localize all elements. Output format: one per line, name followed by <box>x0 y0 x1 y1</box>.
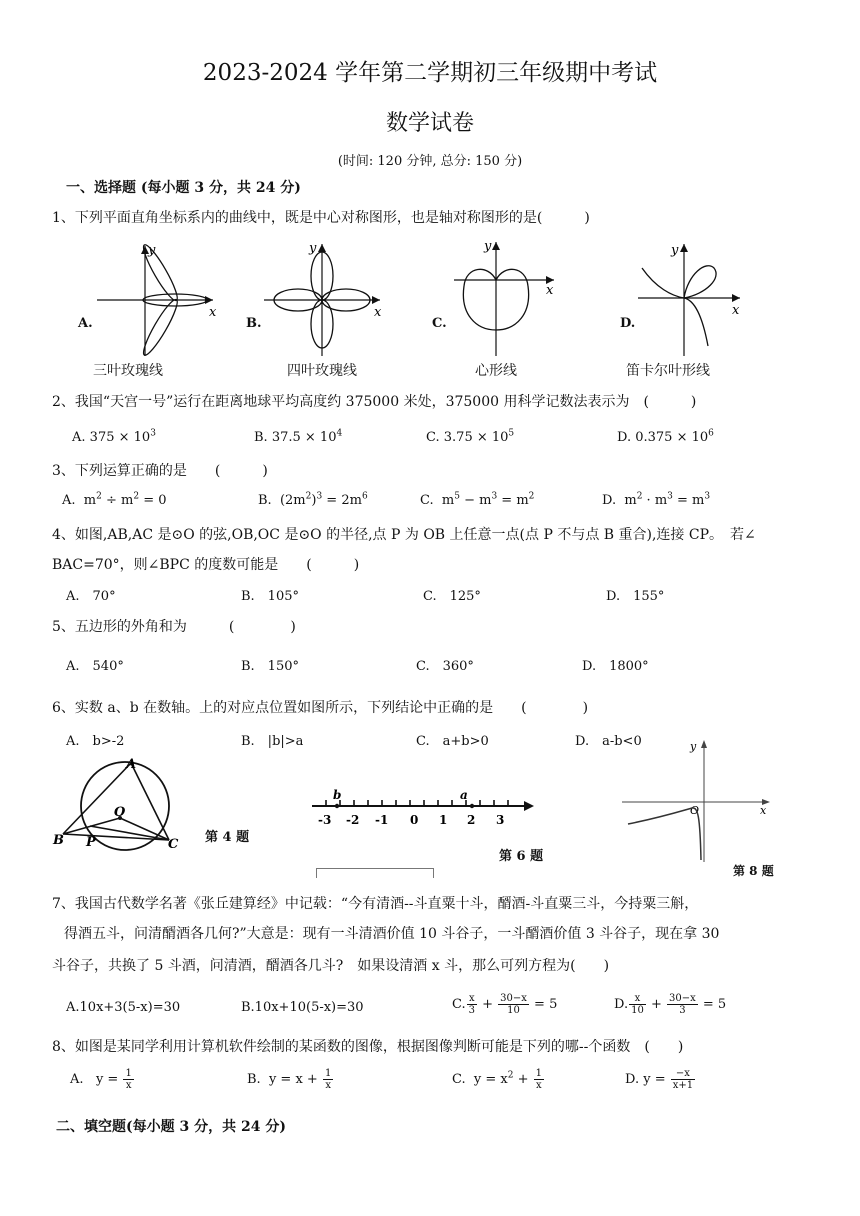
q7d-den1: 10 <box>631 1005 644 1016</box>
q8b-den: x <box>325 1080 331 1091</box>
exam-meta: (时间: 120 分钟, 总分: 150 分) <box>337 154 523 169</box>
q3b-e2: 3 <box>316 491 323 502</box>
divider-tick-left <box>316 868 317 878</box>
three-leaf-rose-graph <box>95 238 225 358</box>
q7d-num2: 30−x <box>669 993 696 1004</box>
exam-subtitle: 数学试卷 <box>385 111 474 136</box>
point-b-label: B <box>53 833 64 848</box>
q7-option-d[interactable] <box>614 993 726 1016</box>
q3-option-b[interactable] <box>258 493 368 508</box>
q3d-p1: m <box>624 493 637 508</box>
q7c-label: C. <box>452 997 466 1012</box>
q8d-den: x+1 <box>672 1080 694 1091</box>
point-a-marker: a <box>460 788 468 802</box>
q2-option-d-exp: 6 <box>708 428 714 439</box>
q3-option-b-label: B. <box>258 493 272 508</box>
q1d-y-label: y <box>671 243 679 258</box>
question-3-text: 3、下列运算正确的是 ( ) <box>52 463 268 479</box>
cardioid-graph <box>450 238 565 358</box>
q8b-label: B. <box>247 1072 261 1087</box>
q1-caption-a: 三叶玫瑰线 <box>93 363 163 379</box>
figure-6-label: 第 6 题 <box>499 849 544 864</box>
q3c-p3: = m <box>497 493 529 508</box>
q3-option-a-label: A. <box>62 493 76 508</box>
q1-option-d-label: D. <box>620 316 636 331</box>
q4-option-d[interactable]: D. 155° <box>606 589 665 604</box>
q5-option-b[interactable]: B. 150° <box>241 659 299 674</box>
q3d-e2: 3 <box>667 491 673 502</box>
tick-label-minus-2: -2 <box>346 813 360 827</box>
q8-x-label: x <box>760 804 767 817</box>
q3c-e3: 2 <box>528 491 535 502</box>
q4-option-c[interactable]: C. 125° <box>423 589 481 604</box>
q8c-num: 1 <box>535 1068 543 1079</box>
q7c-den2: 10 <box>507 1005 520 1016</box>
q8c-pre: y = x <box>473 1072 508 1087</box>
q7c-den1: 3 <box>468 1005 475 1016</box>
q1c-x-label: x <box>546 283 554 298</box>
q1b-y-label: y <box>309 241 317 256</box>
q5-option-a[interactable]: A. 540° <box>66 659 124 674</box>
q3a-e2: 2 <box>133 491 140 502</box>
q3b-p1: (2m <box>279 493 306 508</box>
q2-option-a-base: 375 × 10 <box>89 430 151 445</box>
q8c-label: C. <box>452 1072 466 1087</box>
q2-option-b-exp: 4 <box>336 428 343 439</box>
figure-8-label: 第 8 题 <box>733 864 774 878</box>
tick-label-0: 0 <box>410 813 419 827</box>
q7c-plus: + <box>478 997 498 1012</box>
tick-label-minus-3: -3 <box>318 813 332 827</box>
q1-caption-c: 心形线 <box>475 363 517 379</box>
question-7-line-3: 斗谷子，共换了 5 斗酒，问清酒，醑酒各几斗? 如果设清酒 x 斗，那么可列方程为( ) <box>52 958 610 974</box>
q8a-den: x <box>125 1080 132 1091</box>
q1-option-c-label: C. <box>432 316 447 331</box>
q3-option-c-label: C. <box>420 493 434 508</box>
q2-option-b-base: 37.5 × 10 <box>271 430 337 445</box>
q8-origin-label: O <box>690 804 700 817</box>
figure-8-function-graph <box>618 736 778 866</box>
q7d-label: D. <box>614 997 629 1012</box>
q3a-p1: m <box>83 493 97 508</box>
q8d-num: −x <box>671 1068 695 1080</box>
q1-option-a-label: A. <box>78 316 93 331</box>
point-b-marker: b <box>333 788 342 802</box>
question-7-line-2: 得酒五斗，问清醑酒各几何?”大意是：现有一斗清酒价值 10 斗谷子，一斗醑酒价值 3 斗谷子，现在拿 30 <box>64 926 720 942</box>
q7c-num1: x <box>467 993 477 1005</box>
q2-option-d[interactable] <box>617 430 714 445</box>
divider-tick-right <box>433 868 434 878</box>
q2-option-c[interactable] <box>426 430 514 445</box>
q8a-label: A. <box>70 1072 84 1087</box>
q6-option-d[interactable]: D. a-b<0 <box>575 734 642 749</box>
q8b-num: 1 <box>324 1068 332 1079</box>
q3d-p2: · m <box>642 493 668 508</box>
q8d-pre: y = <box>643 1072 670 1087</box>
q7d-plus: + <box>646 997 666 1012</box>
section-heading-fill-in: 二、填空题(每小题 3 分，共 24 分) <box>56 1119 286 1135</box>
q7d-num1: x <box>629 993 646 1005</box>
tick-label-minus-1: -1 <box>375 813 389 827</box>
q3b-e1: 2 <box>305 491 312 502</box>
q8-option-b[interactable] <box>247 1068 334 1091</box>
q2-option-c-label: C. <box>426 430 440 445</box>
q3d-e3: 3 <box>704 491 711 502</box>
q2-option-a-label: A. <box>72 430 86 445</box>
q1-option-b-label: B. <box>246 316 262 331</box>
q7d-den2: 3 <box>679 1005 686 1016</box>
question-7-line-1: 7、我国古代数学名著《张丘建算经》中记载：“今有清酒--斗直粟十斗，醑酒-斗直粟三斗，今持粟三斛， <box>52 896 699 912</box>
q8a-num: 1 <box>125 1068 132 1079</box>
figure-4-circle <box>50 756 200 856</box>
q7c-num2: 30−x <box>500 993 527 1004</box>
q3-option-d[interactable] <box>602 493 710 508</box>
four-leaf-rose-graph <box>262 238 390 358</box>
figure-6-number-line <box>306 786 536 830</box>
q5-option-d[interactable]: D. 1800° <box>582 659 649 674</box>
tick-label-3: 3 <box>496 813 505 827</box>
point-c-label: C <box>168 837 179 852</box>
q7-option-c[interactable] <box>452 993 557 1016</box>
question-8-text: 8、如图是某同学利用计算机软件绘制的某函数的图像，根据图像判断可能是下列的哪--个函数 ( ) <box>52 1039 684 1055</box>
q3c-p2: − m <box>459 493 492 508</box>
q3-option-a[interactable] <box>62 493 167 508</box>
q8c-mid: + <box>513 1072 533 1087</box>
q8b-pre: y = x + <box>268 1072 322 1087</box>
q2-option-d-label: D. <box>617 430 632 445</box>
q3a-p3: = 0 <box>139 493 167 508</box>
q3c-e2: 3 <box>491 491 498 502</box>
q2-option-a-exp: 3 <box>150 428 156 439</box>
q2-option-b[interactable] <box>254 430 342 445</box>
q4-option-a[interactable]: A. 70° <box>66 589 116 604</box>
q2-option-d-base: 0.375 × 10 <box>635 430 709 445</box>
q1a-y-label: y <box>148 243 156 258</box>
q3b-p2: ) <box>311 493 317 508</box>
divider-line <box>316 868 434 869</box>
q2-option-c-base: 3.75 × 10 <box>443 430 509 445</box>
q8-option-a[interactable] <box>70 1068 135 1091</box>
folium-of-descartes-graph <box>636 238 746 358</box>
q8-option-d[interactable] <box>625 1068 696 1091</box>
q2-option-b-label: B. <box>254 430 268 445</box>
q6-option-a[interactable]: A. b>-2 <box>66 734 125 749</box>
q8-y-label: y <box>690 740 697 753</box>
q8-option-c[interactable] <box>452 1068 545 1091</box>
q1b-x-label: x <box>374 305 382 320</box>
q5-option-c[interactable]: C. 360° <box>416 659 474 674</box>
point-a-label: A <box>126 757 137 772</box>
question-1-text: 1、下列平面直角坐标系内的曲线中，既是中心对称图形，也是轴对称图形的是( ) <box>52 210 590 226</box>
q3b-p3: = 2m <box>322 493 362 508</box>
q4-option-b[interactable]: B. 105° <box>241 589 299 604</box>
section-heading-choice: 一、选择题 (每小题 3 分，共 24 分) <box>66 180 301 196</box>
question-4-line-2: BAC=70°，则∠BPC 的度数可能是 ( ) <box>52 557 360 573</box>
q1c-y-label: y <box>484 239 492 254</box>
q8d-label: D. <box>625 1072 640 1087</box>
q3b-e3: 6 <box>361 491 368 502</box>
q7d-eq: = 5 <box>698 997 727 1012</box>
point-o-label: O <box>114 805 126 820</box>
question-5-text: 5、五边形的外角和为 ( ) <box>52 619 296 635</box>
tick-label-1: 1 <box>439 813 448 827</box>
q8c-sup: 2 <box>507 1070 514 1081</box>
q3d-e1: 2 <box>636 491 643 502</box>
q1a-x-label: x <box>209 305 217 320</box>
q8a-pre: y = <box>95 1072 123 1087</box>
q6-option-c[interactable]: C. a+b>0 <box>416 734 489 749</box>
question-6-text: 6、实数 a、b 在数轴。上的对应点位置如图所示，下列结论中正确的是 ( ) <box>52 700 589 716</box>
q7-option-a[interactable]: A.10x+3(5-x)=30 <box>66 1000 181 1015</box>
q2-option-c-exp: 5 <box>508 428 515 439</box>
exam-title: 2023-2024 学年第二学期初三年级期中考试 <box>202 60 658 86</box>
question-4-line-1: 4、如图,AB,AC 是⊙O 的弦,OB,OC 是⊙O 的半径,点 P 为 OB 上任意一点(点 P 不与点 B 重合),连接 CP。 若∠ <box>52 527 756 543</box>
q7c-eq: = 5 <box>529 997 558 1012</box>
q3c-e1: 5 <box>454 491 460 502</box>
q3c-p1: m <box>441 493 455 508</box>
q1-caption-b: 四叶玫瑰线 <box>287 363 357 379</box>
q3-option-d-label: D. <box>602 493 617 508</box>
q3-option-c[interactable] <box>420 493 534 508</box>
tick-label-2: 2 <box>467 813 476 827</box>
q2-option-a[interactable] <box>72 430 156 445</box>
q1-caption-d: 笛卡尔叶形线 <box>626 363 710 379</box>
q3d-p3: = m <box>672 493 705 508</box>
question-2-text: 2、我国“天宫一号”运行在距离地球平均高度约 375000 米处，375000 用科学记数法表示为 ( ) <box>52 394 697 410</box>
q1d-x-label: x <box>732 303 740 318</box>
point-p-label: P <box>86 835 96 850</box>
q3a-p2: ÷ m <box>101 493 134 508</box>
q6-option-b[interactable]: B. |b|>a <box>241 734 304 749</box>
q3a-e1: 2 <box>96 491 102 502</box>
figure-4-label: 第 4 题 <box>205 830 250 845</box>
q8c-den: x <box>536 1080 542 1091</box>
q7-option-b[interactable]: B.10x+10(5-x)=30 <box>241 1000 364 1015</box>
